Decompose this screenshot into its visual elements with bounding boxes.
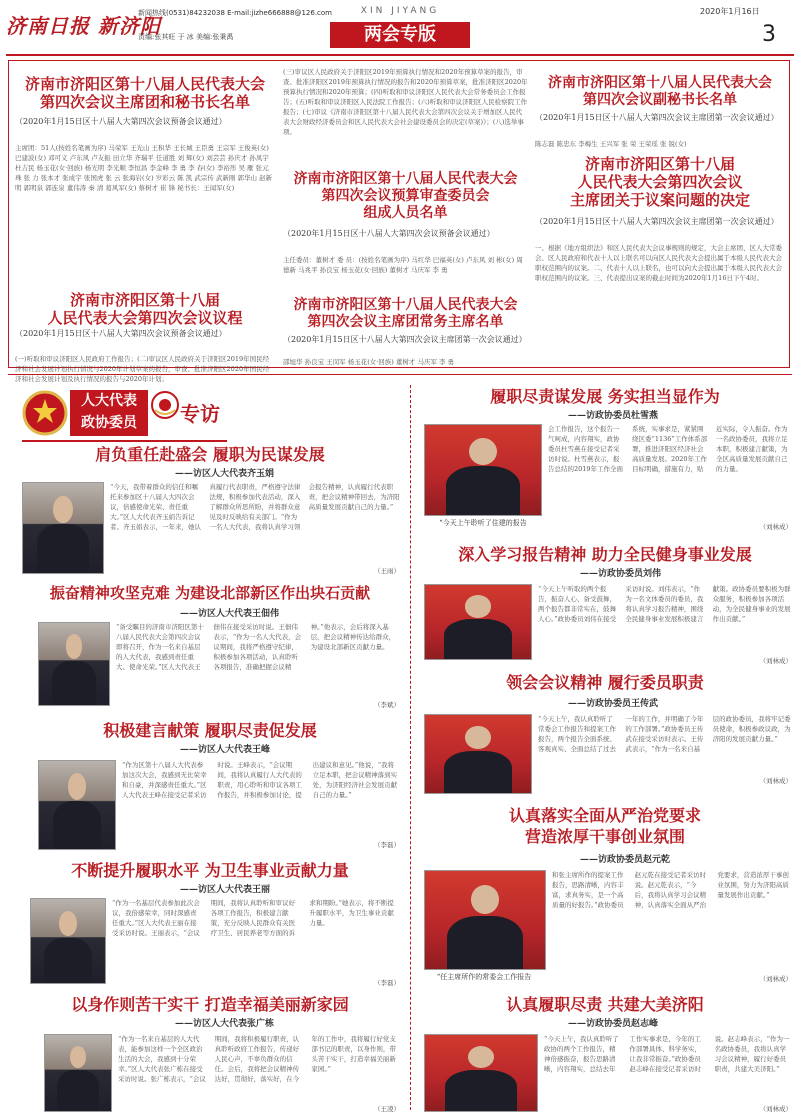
article-byline: ——访区人大代表张广栋 (175, 1019, 275, 1029)
article-body: 邵旭华 孙良宝 王闵军 杨玉花(女·回族) 董树才 马庆军 李 勇 (283, 358, 455, 366)
portrait-photo (38, 760, 116, 850)
article-signature: （刘林成） (759, 777, 792, 785)
portrait-photo (30, 898, 106, 984)
announcements-box (8, 60, 790, 384)
special-interview-title: 专访 (180, 402, 220, 426)
article-headline: 深入学习报告精神 助力全民健身事业发展 (458, 545, 752, 564)
article-subtitle: （2020年1月15日区十八届人大第四次会议主席团第一次会议通过） (535, 113, 779, 122)
article-byline: ——访政协委员赵元乾 (580, 855, 671, 865)
article-body: 和张主席所作的提案工作报告，思路清晰，内容丰富，求真务实，是一个高质量的好报告。”政协委员赵元乾在接受记者采访时说。赵元乾表示，“今后，我将认真学习会议精神，认真落实全面从严治党要求，营造浓厚干事创业氛围，努力为济阳高质量发展作出贡献。” (552, 871, 789, 910)
article-title: 济南市济阳区第十八届人民代表大会 第四次会议副秘书长名单 (548, 75, 772, 108)
article-subtitle: （2020年1月15日区十八届人大第四次会议主席团第一次会议通过） (535, 217, 779, 226)
portrait-photo (424, 584, 532, 660)
badge-label: 人大代表 政协委员 (70, 390, 148, 436)
header-rule (6, 54, 794, 56)
article-signature: （李磊） (374, 841, 400, 849)
article-body: “今天，我带着群众的信任和嘱托来参加区十八届人大四次会议，倍感使命光荣、责任重大。”区人大代表齐玉娟告诉记者。齐玉娟表示，一年来，她认真履行代表职责，严格遵守法律法规，积极参加代表活动，深入了解群众所思所盼，并将群众意见及时反映给有关部门。“作为一名人大代表，我将认真学习领会报告精神，认真履行代表职责，把会议精神带回去，为济阳高质量发展贡献自己的力量。” (110, 483, 400, 532)
article-headline: 认真履职尽责 共建大美济阳 (506, 995, 704, 1014)
article-title: 济南市济阳区第十八届人民代表大会 第四次会议主席团和秘书长名单 (24, 75, 265, 111)
portrait-photo (424, 870, 546, 970)
article-body: 陈志磊 陈忠东 李梅生 王兴军 张 荣 王荣瑶 张 锐(女) (535, 140, 687, 148)
article-title: 济南市济阳区第十八届人民代表大会 第四次会议主席团常务主席名单 (293, 297, 518, 330)
article-headline: 领会会议精神 履行委员职责 (506, 673, 704, 692)
newspaper-logo: 济南日报 新济阳 (6, 14, 161, 38)
article-subtitle: （2020年1月15日区十八届人大第四次会议预备会议通过） (15, 329, 227, 338)
special-interview-badge (22, 388, 227, 442)
article-body: 一、根据《地方组织法》和区人民代表大会议事规则的规定，大会主席团、区人大常委会、区人民政府和代表十人以上联名可以向区人民代表大会提出属于本级人民代表大会职权范围内的议案。二、代表十人以上联名，也可以向大会提出属于本级人民代表大会职权范围内的议案。三、代表提出议案的截止时间为2020年1月16日下午4时。 (535, 244, 782, 283)
national-emblem-icon (22, 390, 68, 436)
article-body: 主任委员：董树才 委 员：(按姓名笔画为序) 马红华 巴福英(女) 卢东风 刘 彬(女) 周德新 马兆平 孙良宝 杨玉花(女·回族) 董树才 马庆军 李 勇 (283, 256, 523, 275)
article-subtitle: （2020年1月15日区十八届人大第四次会议预备会议通过） (15, 117, 227, 126)
cppcc-emblem-icon (150, 390, 180, 420)
article-subtitle: （2020年1月15日区十八届人大第四次会议主席团第一次会议通过） (283, 335, 527, 344)
portrait-photo (38, 622, 110, 706)
article-body: “今天上午，我认真聆听了政协的两个工作报告，精神倍感振奋，报告思路清晰，内容翔实，总结去年工作实事求是，今年的工作部署具体、科学务实，让我非常振奋。”政协委员赵志峰在接受记者采访时说。赵志峰表示，“作为一名政协委员，我将认真学习会议精神，履行好委员职责，共建大美济阳。” (544, 1035, 790, 1074)
section-banner: 两会专版 (330, 22, 470, 48)
article-headline: 振奋精神攻坚克难 为建设北部新区作出块石贡献 (49, 584, 371, 602)
article-headline: 以身作则苦干实干 打造幸福美丽新家园 (71, 995, 349, 1014)
article-headline: 履职尽责谋发展 务实担当显作为 (490, 387, 720, 406)
article-byline: ——访区人大代表齐玉娟 (175, 469, 275, 479)
article-byline: ——访区人大代表王佃伟 (180, 609, 280, 619)
article-byline: ——访区人大代表王峰 (180, 745, 271, 755)
article-byline: ——访政协委员赵志峰 (568, 1019, 659, 1029)
article-body: 主席团：51人(按姓名笔画为序) 马荣军 王光山 王积华 王长城 王臣勇 王宗军 王俊英(女) 巴建波(女) 邓可义 卢东风 卢友振 田立华 齐瑞平 任道胜 刘 辉(女) 刘芸芸 孙庆才 孙凤宇 杜吉民 杨玉花(女·回族) 杨光明 李光顺 李恒昌 李金峰 李 勇 李 春(女) 李裕彤 吴 雁 张元珠 张 力 张本才 张成宇 张国虎 张 云 张海岩(女) 岁彩云 陈 凯 武宗传 武新刚 郭华山 赵新明 郭明泉 郭连泉 董伟涛 秦 清 葛风军(女) 蔡树才 崔 锋 秘书长：王闻军(女) (15, 144, 273, 193)
article-byline: ——访政协委员王传武 (568, 699, 659, 709)
article-body: “备受瞩目的济南市济阳区第十八届人民代表大会第四次会议即将召开，作为一名来自基层的人大代表，我感到责任重大、使命光荣。”区人大代表王佃伟在接受采访时说。王佃伟表示，“作为一名人大代表，会议期间，我将严格遵守纪律，积极参加各项活动，认真聆听各项报告，准确把握会议精神。”他表示，会后将深入基层，把会议精神传达给群众，为建设北部新区贡献力量。 (116, 623, 396, 672)
pinyin-label: XIN JIYANG (360, 6, 440, 16)
article-byline: ——访政协委员杜雪燕 (568, 411, 659, 421)
article-title: 济南市济阳区第十八届人民代表大会 第四次会议预算审查委员会 组成人员名单 (293, 171, 518, 221)
article-body: “作为一名基层代表参加此次会议，我倍感荣幸，同时深感责任重大。”区人大代表王丽在接受采访时说。王丽表示，“会议期间，我将认真聆听和审议好各项工作报告，积极建言献策，充分反映人民群众有关医疗卫生、居民养老等方面的诉求和期盼。”她表示，将不断提升履职水平，为卫生事业贡献力量。 (112, 899, 394, 938)
section-divider (8, 374, 792, 375)
article-headline: 积极建言献策 履职尽责促发展 (103, 721, 317, 740)
article-body: (三)审议区人民政府关于济阳区2019年预算执行情况和2020年预算草案的报告，审查、批准济阳区2019年预算执行情况的报告和2020年预算草案，批准济阳区2020年预算执行情况和2020年预算；(四)听取和审议济阳区人民代表大会常务委员会工作报告；(五)听取和审议济阳区人民法院工作报告；(六)听取和审议济阳区人民检察院工作报告；(七)审议《济南市济阳区第十八届人民代表大会第四次会议关于增加区人民代表大会财政经济委员会和区人民代表大会社会建设委员会的决定(草案)》；(八)选举事项。 (283, 68, 528, 137)
article-signature: （刘林成） (759, 1105, 792, 1113)
article-signature: （王凌） (374, 1105, 400, 1113)
article-signature: （刘林成） (759, 975, 792, 983)
article-headline: 认真落实全面从严治党要求 营造浓厚干事创业氛围 (508, 806, 701, 846)
masthead (0, 0, 800, 60)
issue-date: 2020年1月16日 (700, 7, 760, 16)
portrait-photo (424, 1034, 538, 1112)
portrait-photo (22, 482, 104, 574)
contact-line: 新闻热线(0531)84232038 E-mail:jizhe666888@126.com (138, 9, 333, 17)
article-title: 济南市济阳区第十八届 人民代表大会第四次会议 主席团关于议案问题的决定 (569, 155, 750, 209)
article-signature: （李斌） (374, 701, 400, 709)
article-signature: （刘林成） (759, 657, 792, 665)
article-body: 会工作报告，这个报告一气呵成，内容翔实，政协委员杜雪燕在接受记者采访时说。杜雪燕表示，报告总结的2019年工作全面系统，实事求是，紧紧围绕区委“1136”工作体系部署，推进济阳区经济社会高质量发展。2020年工作目标明确，措施有力，贴近实际，令人振奋。作为一名政协委员，我将立足本职，积极建言献策，为全区高质量发展贡献自己的力量。 (548, 425, 788, 474)
article-body: “作为一名来自基层的人大代表，能参加这样一个全区政治生活的大会，我感到十分荣幸。”区人大代表张广栋在接受采访时说。张广栋表示，“会议期间，我将积极履行职责，认真聆听政府工作报告，传递好人民心声，不辜负群众的信任。会后，我将把会议精神传达好，贯彻好，落实好，在今年的工作中，我将履行好党支部书记的职责，以身作则，带头苦干实干，打造幸福美丽新家园。” (118, 1035, 396, 1084)
article-subtitle: （2020年1月15日区十八届人大第四次会议预备会议通过） (283, 229, 495, 238)
photo-caption: “任主席所作的常委会工作报告 (436, 973, 532, 981)
photo-caption: “今天上午聆听了住建的报告 (439, 519, 527, 527)
article-signature: （李磊） (374, 979, 400, 987)
article-body: “今天上午听取的两个报告，振奋人心、备受鼓舞，两个报告都非常实在，鼓舞人心。”政协委员刘伟在接受采访时说。刘伟表示，“作为一名文体委员的委员，我将认真学习报告精神，围绕全民健身事业发展积极建言献策。政协委员要积极为群众服务，积极参加各项活动，为全民健身事业的发展作出贡献。” (538, 585, 791, 624)
column-divider (410, 385, 411, 1110)
article-byline: ——访政协委员刘伟 (580, 569, 662, 579)
article-headline: 肩负重任赴盛会 履职为民谋发展 (95, 445, 325, 464)
article-body: “今天上午，我认真聆听了常委会工作报告和提案工作报告，两个报告全面系统、客观真实、全面总结了过去一年的工作，并明确了今年的工作部署。”政协委员王传武在接受采访时表示。王传武表示，“作为一名来自基层的政协委员，我将牢记委员使命，积极参政议政，为济阳的发展贡献力量。” (538, 715, 791, 754)
article-title: 济南市济阳区第十八届 人民代表大会第四次会议议程 (47, 291, 243, 327)
page-number: 3 (762, 22, 776, 47)
article-byline: ——访区人大代表王丽 (180, 885, 271, 895)
article-signature: （王雨） (374, 567, 400, 575)
article-signature: （刘林成） (759, 523, 792, 531)
article-body: (一)听取和审议济阳区人民政府工作报告；(二)审议区人民政府关于济阳区2019年国民经济和社会发展计划执行情况与2020年计划草案的报告，审查、批准济阳区2020年国民经济和社会发展计划及执行情况的报告与2020年计划； (15, 355, 270, 384)
portrait-photo (424, 424, 542, 516)
editors-line: 责编:张其旺 于 冰 美编:张秉禹 (138, 33, 234, 41)
article-headline: 不断提升履职水平 为卫生事业贡献力量 (71, 861, 349, 880)
portrait-photo (424, 714, 532, 794)
portrait-photo (44, 1034, 112, 1112)
article-body: “作为区第十八届人大代表参加这次大会，我感到无比荣幸和自豪，并深感责任重大。”区人大代表王峰在接受记者采访时说。王峰表示，“会议期间，我将认真履行人大代表的职责，用心聆听和审议各项工作报告，并积极参加讨论，提出建议和意见。”他说，“我将立足本职，把会议精神落到实处，为济阳经济社会发展贡献自己的力量。” (122, 761, 398, 800)
